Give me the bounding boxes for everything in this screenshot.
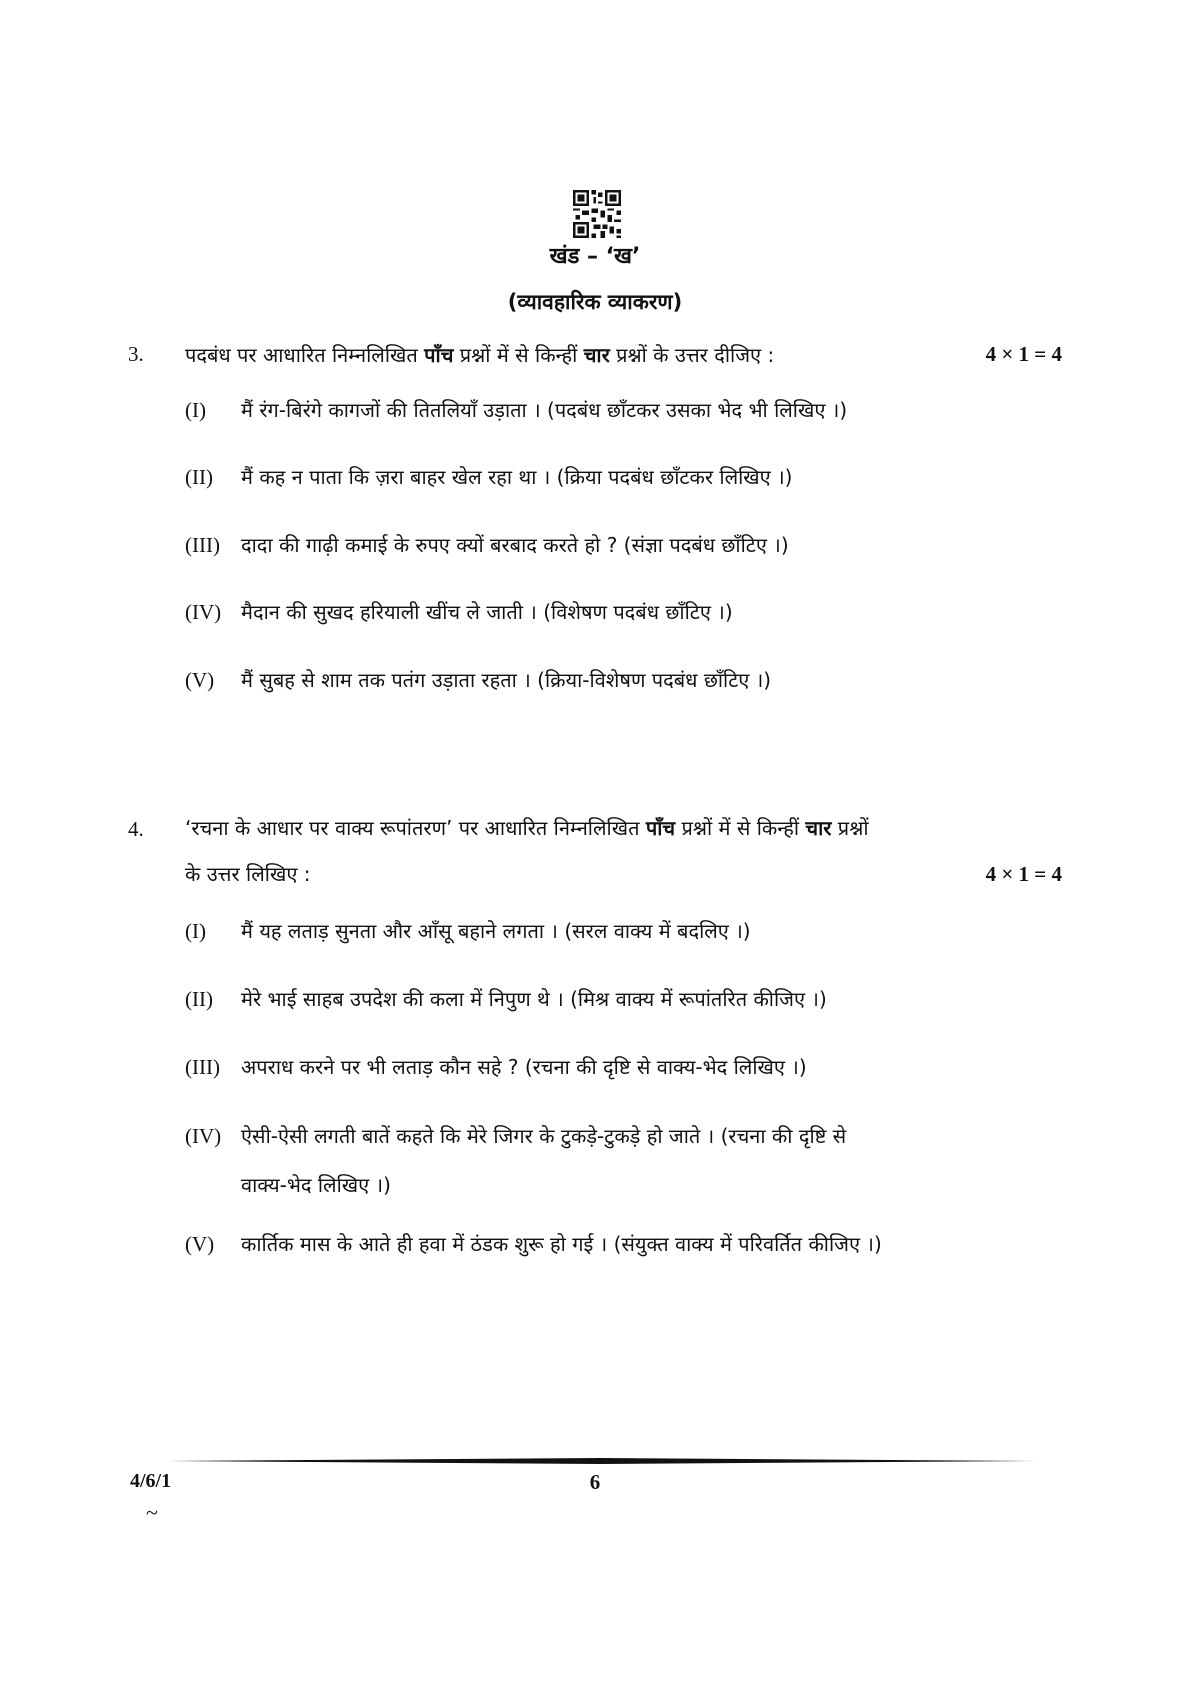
sub-question [185,1122,846,1198]
sub-question-numeral: (I) [185,919,206,943]
sub-question [185,396,847,423]
prompt-emphasis: पाँच [645,816,676,840]
sub-question [185,598,733,625]
prompt-text: प्रश्नों के उत्तर दीजिए : [609,343,775,367]
question-prompt [185,814,869,841]
sub-question-numeral: (V) [185,668,215,692]
qr-code-icon [573,190,621,238]
sub-question-numeral: (III) [185,533,220,557]
sub-question-text: मैं कह न पाता कि ज़रा बाहर खेल रहा था । (क्रिया पदबंध छाँटकर लिखिए ।) [241,465,793,489]
sub-question-text: ऐसी-ऐसी लगती बातें कहते कि मेरे जिगर के टुकड़े-टुकड़े हो जाते । (रचना की दृष्टि से [241,1124,847,1148]
sub-question [185,1053,807,1080]
sub-question-text: मैं सुबह से शाम तक पतंग उड़ाता रहता । (क्रिया-विशेषण पदबंध छाँटिए ।) [241,668,772,692]
prompt-text: प्रश्नों [831,816,869,840]
marks-allocation: 4 × 1 = 4 [985,862,1062,886]
prompt-emphasis: चार [583,343,610,367]
question-prompt [185,341,774,368]
prompt-text: पदबंध पर आधारित निम्नलिखित [185,343,425,367]
question-number: 4. [128,817,144,841]
prompt-text: ‘रचना के आधार पर वाक्य रूपांतरण’ पर आधारित निम्नलिखित [185,816,646,840]
sub-question-text: कार्तिक मास के आते ही हवा में ठंडक शुरू हो गई । (संयुक्त वाक्य में परिवर्तित कीजिए ।) [241,1232,882,1256]
prompt-text: प्रश्नों में से किन्हीं [675,816,806,840]
question-prompt-continuation: के उत्तर लिखिए : [185,862,311,886]
sub-question-numeral: (IV) [185,1124,222,1148]
sub-question-numeral: (IV) [185,600,222,624]
sub-question-text: अपराध करने पर भी लताड़ कौन सहे ? (रचना की दृष्टि से वाक्य-भेद लिखिए ।) [241,1055,807,1079]
sub-question-numeral: (II) [185,987,213,1011]
sub-question [185,531,789,558]
sub-question [185,463,792,490]
prompt-text: प्रश्नों में से किन्हीं [453,343,584,367]
sub-question-text: मेरे भाई साहब उपदेश की कला में निपुण थे । (मिश्र वाक्य में रूपांतरित कीजिए ।) [241,987,827,1011]
prompt-emphasis: पाँच [424,343,454,367]
footer-divider [167,1458,1035,1464]
sub-question-text: मैं रंग-बिरंगे कागजों की तितलियाँ उड़ाता । (पदबंध छाँटकर उसका भेद भी लिखिए ।) [241,398,848,422]
tilde-mark: ~ [146,1500,158,1525]
sub-question-text: दादा की गाढ़ी कमाई के रुपए क्यों बरबाद करते हो ? (संज्ञा पदबंध छाँटिए ।) [241,533,789,557]
question-number: 3. [128,342,144,366]
sub-question [185,666,771,693]
sub-question-text-continuation: वाक्य-भेद लिखिए ।) [241,1173,391,1197]
sub-question [185,985,827,1012]
section-title: खंड – ‘ख’ [549,244,641,269]
sub-question-text: मैदान की सुखद हरियाली खींच ले जाती । (विशेषण पदबंध छाँटिए ।) [241,600,733,624]
paper-code: 4/6/1 [130,1470,172,1492]
page-number: 6 [589,1470,601,1494]
sub-question [185,917,751,944]
sub-question-numeral: (I) [185,398,206,422]
sub-question-numeral: (V) [185,1232,215,1256]
sub-question-numeral: (II) [185,465,213,489]
marks-allocation: 4 × 1 = 4 [985,342,1062,366]
sub-question-numeral: (III) [185,1055,220,1079]
sub-question [185,1230,882,1257]
prompt-emphasis: चार [805,816,832,840]
sub-question-text: मैं यह लताड़ सुनता और आँसू बहाने लगता । (सरल वाक्य में बदलिए ।) [241,919,751,943]
section-subtitle: (व्यावहारिक व्याकरण) [507,290,683,314]
